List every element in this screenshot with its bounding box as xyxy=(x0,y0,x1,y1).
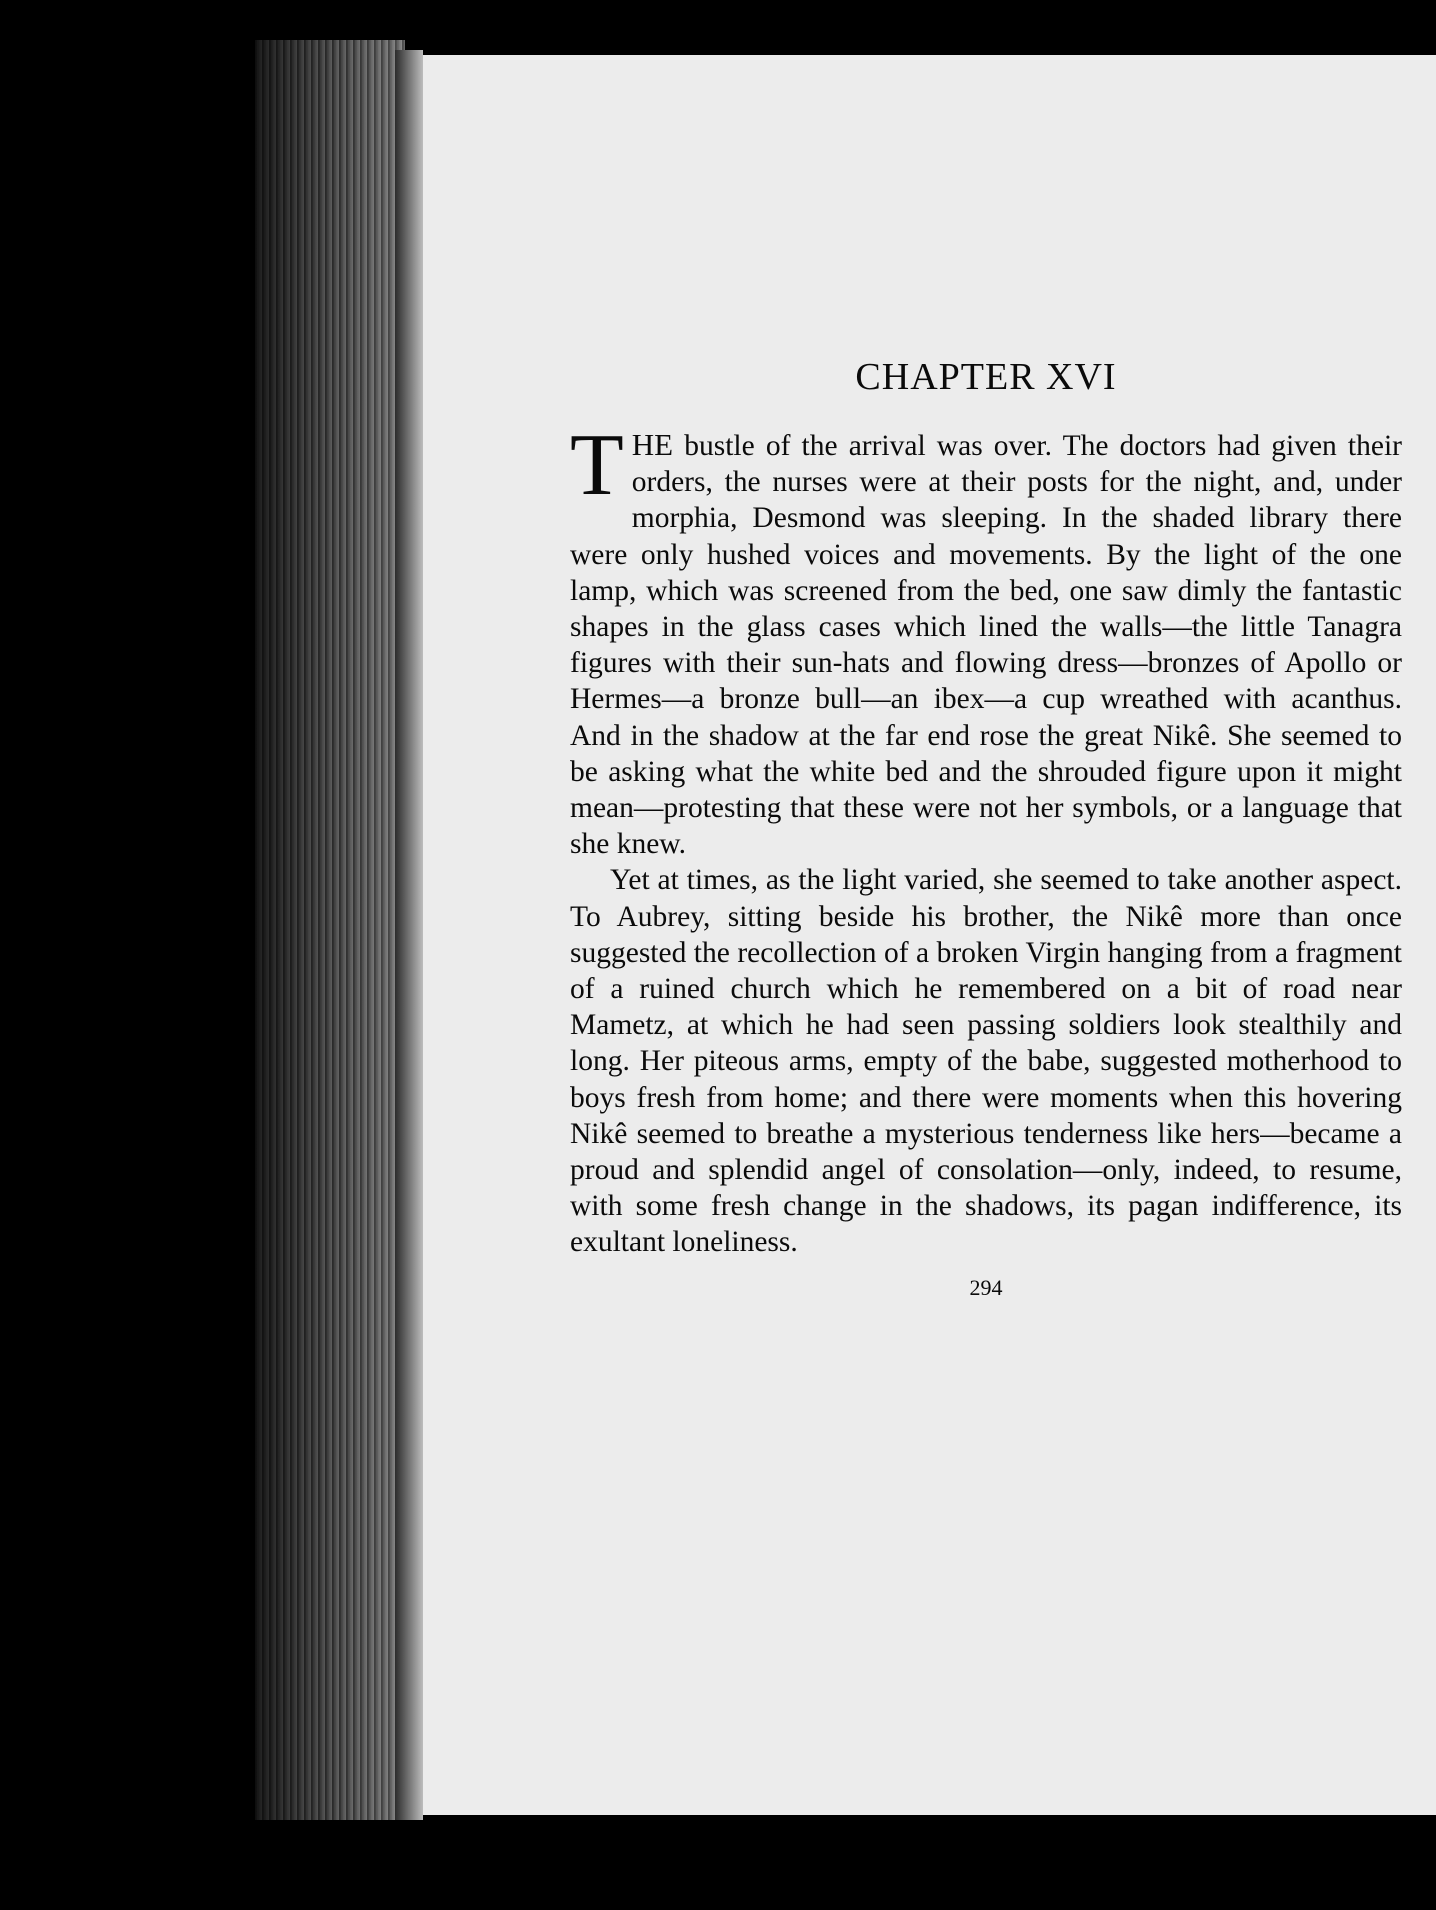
page-number: 294 xyxy=(969,1274,1003,1300)
lead-word: HE xyxy=(631,427,674,462)
chapter-title: CHAPTER XVI xyxy=(855,356,1117,398)
gutter-shadow xyxy=(395,50,423,1820)
paragraph-1-text: bustle of the arrival was over. The doctors had given their orders, the nurses were at their posts for the night, and, under morphia, Desmond was sleeping. In the shaded library there were only hushed voices and movements. By the light of the one lamp, which was screened from the bed, one saw dimly the fantastic shapes in the glass cases which lined the walls—the little Tanagra figures with their sun-hats and flowing dress—bronzes of Apollo or Hermes—a bronze bull—an ibex—a cup wreathed with acanthus. And in the shadow at the far end rose the great Nikê. She seemed to be asking what the white bed and the shrouded figure upon it might mean—protesting that these were not her symbols, or a language that she knew. xyxy=(570,430,1402,861)
paragraph-1 xyxy=(570,417,1402,862)
paragraph-2: Yet at times, as the light varied, she seemed to take another aspect. To Aubrey, sitting beside his brother, the Nikê more than once suggested the recollection of a broken Virgin hanging from a fragment of a ruined church which he remembered on a bit of road near Mametz, at which he had seen passing soldiers look stealthily and long. Her piteous arms, empty of the babe, suggested motherhood to boys fresh from home; and there were moments when this hovering Nikê seemed to breathe a mysterious tenderness like hers—became a proud and splendid angel of consolation—only, indeed, to resume, with some fresh change in the shadows, its pagan indifference, its exultant loneliness. xyxy=(570,864,1402,1259)
text-block xyxy=(570,355,1402,1301)
drop-cap: T xyxy=(570,417,624,514)
page-edges xyxy=(255,40,405,1820)
